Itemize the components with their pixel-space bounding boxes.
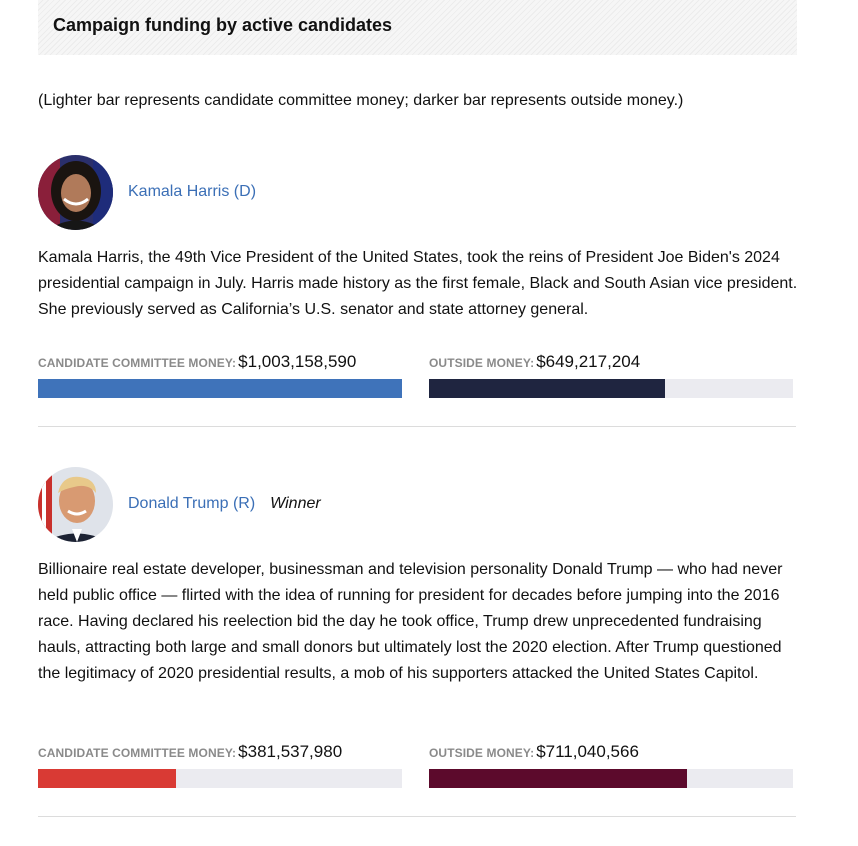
- outside-money-label: OUTSIDE MONEY:: [429, 746, 535, 760]
- candidate-bio: Billionaire real estate developer, businessman and television personality Donald Trump — who had never held public office — flirted with the idea of running for president for decades before jumping into the 2016 race. Having declared his reelection bid the day he took office, Trump drew unprecedented fundraising hauls, attracting both large and small donors but ultimately lost the 2020 election. After Trump questioned the legitimacy of 2020 presidential results, a mob of his supporters attacked the United States Capitol.: [38, 561, 783, 682]
- committee-money: [38, 352, 402, 376]
- outside-money-bar: [429, 379, 793, 398]
- divider: [38, 816, 796, 817]
- outside-money-value: $711,040,566: [536, 742, 639, 761]
- candidate-name-link[interactable]: Donald Trump (R): [128, 495, 256, 512]
- avatar[interactable]: [38, 467, 113, 542]
- money-row: [38, 352, 798, 412]
- outside-money-bar-fill: [429, 379, 665, 398]
- outside-money-label: OUTSIDE MONEY:: [429, 356, 535, 370]
- outside-money-value: $649,217,204: [536, 352, 641, 371]
- winner-label: Winner: [270, 495, 321, 512]
- committee-money-bar: [38, 379, 402, 398]
- candidate-bio: Kamala Harris, the 49th Vice President of the United States, took the reins of President Joe Biden's 2024 presidential campaign in July. Harris made history as the first female, Black and South Asian vice president. She previously served as California’s U.S. senator and state attorney general.: [38, 249, 798, 318]
- committee-money-label: CANDIDATE COMMITTEE MONEY:: [38, 356, 237, 370]
- outside-money-bar-fill: [429, 769, 687, 788]
- committee-money-value: $1,003,158,590: [238, 352, 357, 371]
- money-row: [38, 742, 798, 802]
- divider: [38, 426, 796, 427]
- candidate-header: [38, 466, 321, 542]
- candidate-header: [38, 154, 256, 230]
- candidate-card-trump: [38, 466, 798, 817]
- outside-money: [429, 352, 793, 376]
- avatar[interactable]: [38, 155, 113, 230]
- committee-money-value: $381,537,980: [238, 742, 343, 761]
- section-header: [38, 0, 797, 55]
- committee-money: [38, 742, 402, 766]
- candidate-name-link[interactable]: Kamala Harris (D): [128, 183, 257, 200]
- committee-money-bar-fill: [38, 769, 176, 788]
- committee-money-bar: [38, 769, 402, 788]
- committee-money-label: CANDIDATE COMMITTEE MONEY:: [38, 746, 237, 760]
- committee-money-bar-fill: [38, 379, 402, 398]
- legend-note: (Lighter bar represents candidate committee money; darker bar represents outside money.): [38, 92, 684, 109]
- outside-money-bar: [429, 769, 793, 788]
- section-title: Campaign funding by active candidates: [53, 15, 393, 35]
- candidate-card-harris: [38, 154, 798, 427]
- outside-money: [429, 742, 793, 766]
